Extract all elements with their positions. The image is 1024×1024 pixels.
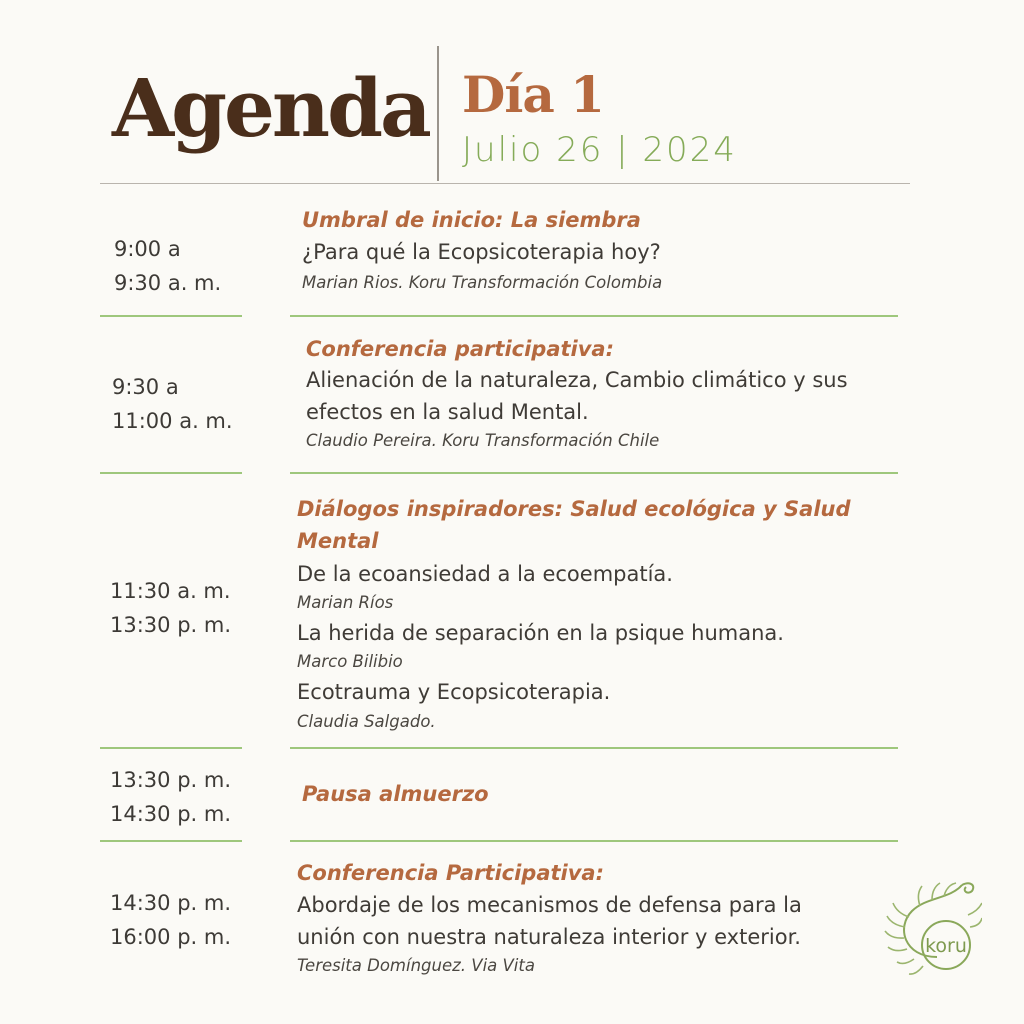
divider-time: [100, 472, 242, 474]
divider-time: [100, 315, 242, 317]
divider-time: [100, 747, 242, 749]
divider-content: [290, 747, 898, 749]
session-topic: efectos en la salud Mental.: [306, 400, 589, 424]
date-label: Julio 26 | 2024: [462, 130, 737, 170]
session-time-start: 9:00 a: [114, 237, 181, 261]
session-category: Conferencia participativa:: [306, 337, 614, 361]
session-topic: Alienación de la naturaleza, Cambio climático y sus: [306, 368, 848, 392]
talk-topic: De la ecoansiedad a la ecoempatía.: [297, 562, 673, 586]
session-topic: unión con nuestra naturaleza interior y exterior.: [297, 925, 801, 949]
session-speaker: Marian Rios. Koru Transformación Colombia: [302, 273, 663, 292]
divider-content: [290, 315, 898, 317]
session-speaker: Teresita Domínguez. Via Vita: [297, 956, 535, 975]
talk-speaker: Claudia Salgado.: [297, 712, 436, 731]
talk-speaker: Marian Ríos: [297, 593, 394, 612]
session-topic: Abordaje de los mecanismos de defensa para la: [297, 893, 802, 917]
header-divider: [437, 46, 439, 181]
page-title: Agenda: [112, 61, 429, 155]
divider-content: [290, 840, 898, 842]
header-rule: [100, 183, 910, 184]
session-time-end: 9:30 a. m.: [114, 271, 222, 295]
session-category: Umbral de inicio: La siembra: [302, 208, 641, 232]
divider-content: [290, 472, 898, 474]
talk-topic: Ecotrauma y Ecopsicoterapia.: [297, 680, 611, 704]
session-time-start: 14:30 p. m.: [110, 891, 232, 915]
talk-topic: La herida de separación en la psique humana.: [297, 621, 784, 645]
session-category: Mental: [297, 529, 379, 553]
logo-text: koru: [925, 935, 967, 957]
session-topic: ¿Para qué la Ecopsicoterapia hoy?: [302, 240, 661, 264]
session-category: Conferencia Participativa:: [297, 861, 605, 885]
day-label: Día 1: [462, 65, 604, 124]
session-time-end: 16:00 p. m.: [110, 925, 232, 949]
talk-speaker: Marco Bilibio: [297, 652, 403, 671]
session-time-start: 13:30 p. m.: [110, 768, 232, 792]
divider-time: [100, 840, 242, 842]
session-time-end: 13:30 p. m.: [110, 613, 232, 637]
session-time-end: 14:30 p. m.: [110, 802, 232, 826]
session-time-start: 9:30 a: [112, 375, 179, 399]
session-time-start: 11:30 a. m.: [110, 579, 231, 603]
koru-logo: [882, 875, 982, 985]
session-category: Pausa almuerzo: [302, 782, 489, 806]
session-time-end: 11:00 a. m.: [112, 409, 233, 433]
fern-wreath-icon: [882, 875, 982, 985]
session-speaker: Claudio Pereira. Koru Transformación Chile: [306, 431, 660, 450]
session-category: Diálogos inspiradores: Salud ecológica y Salud: [297, 497, 851, 521]
